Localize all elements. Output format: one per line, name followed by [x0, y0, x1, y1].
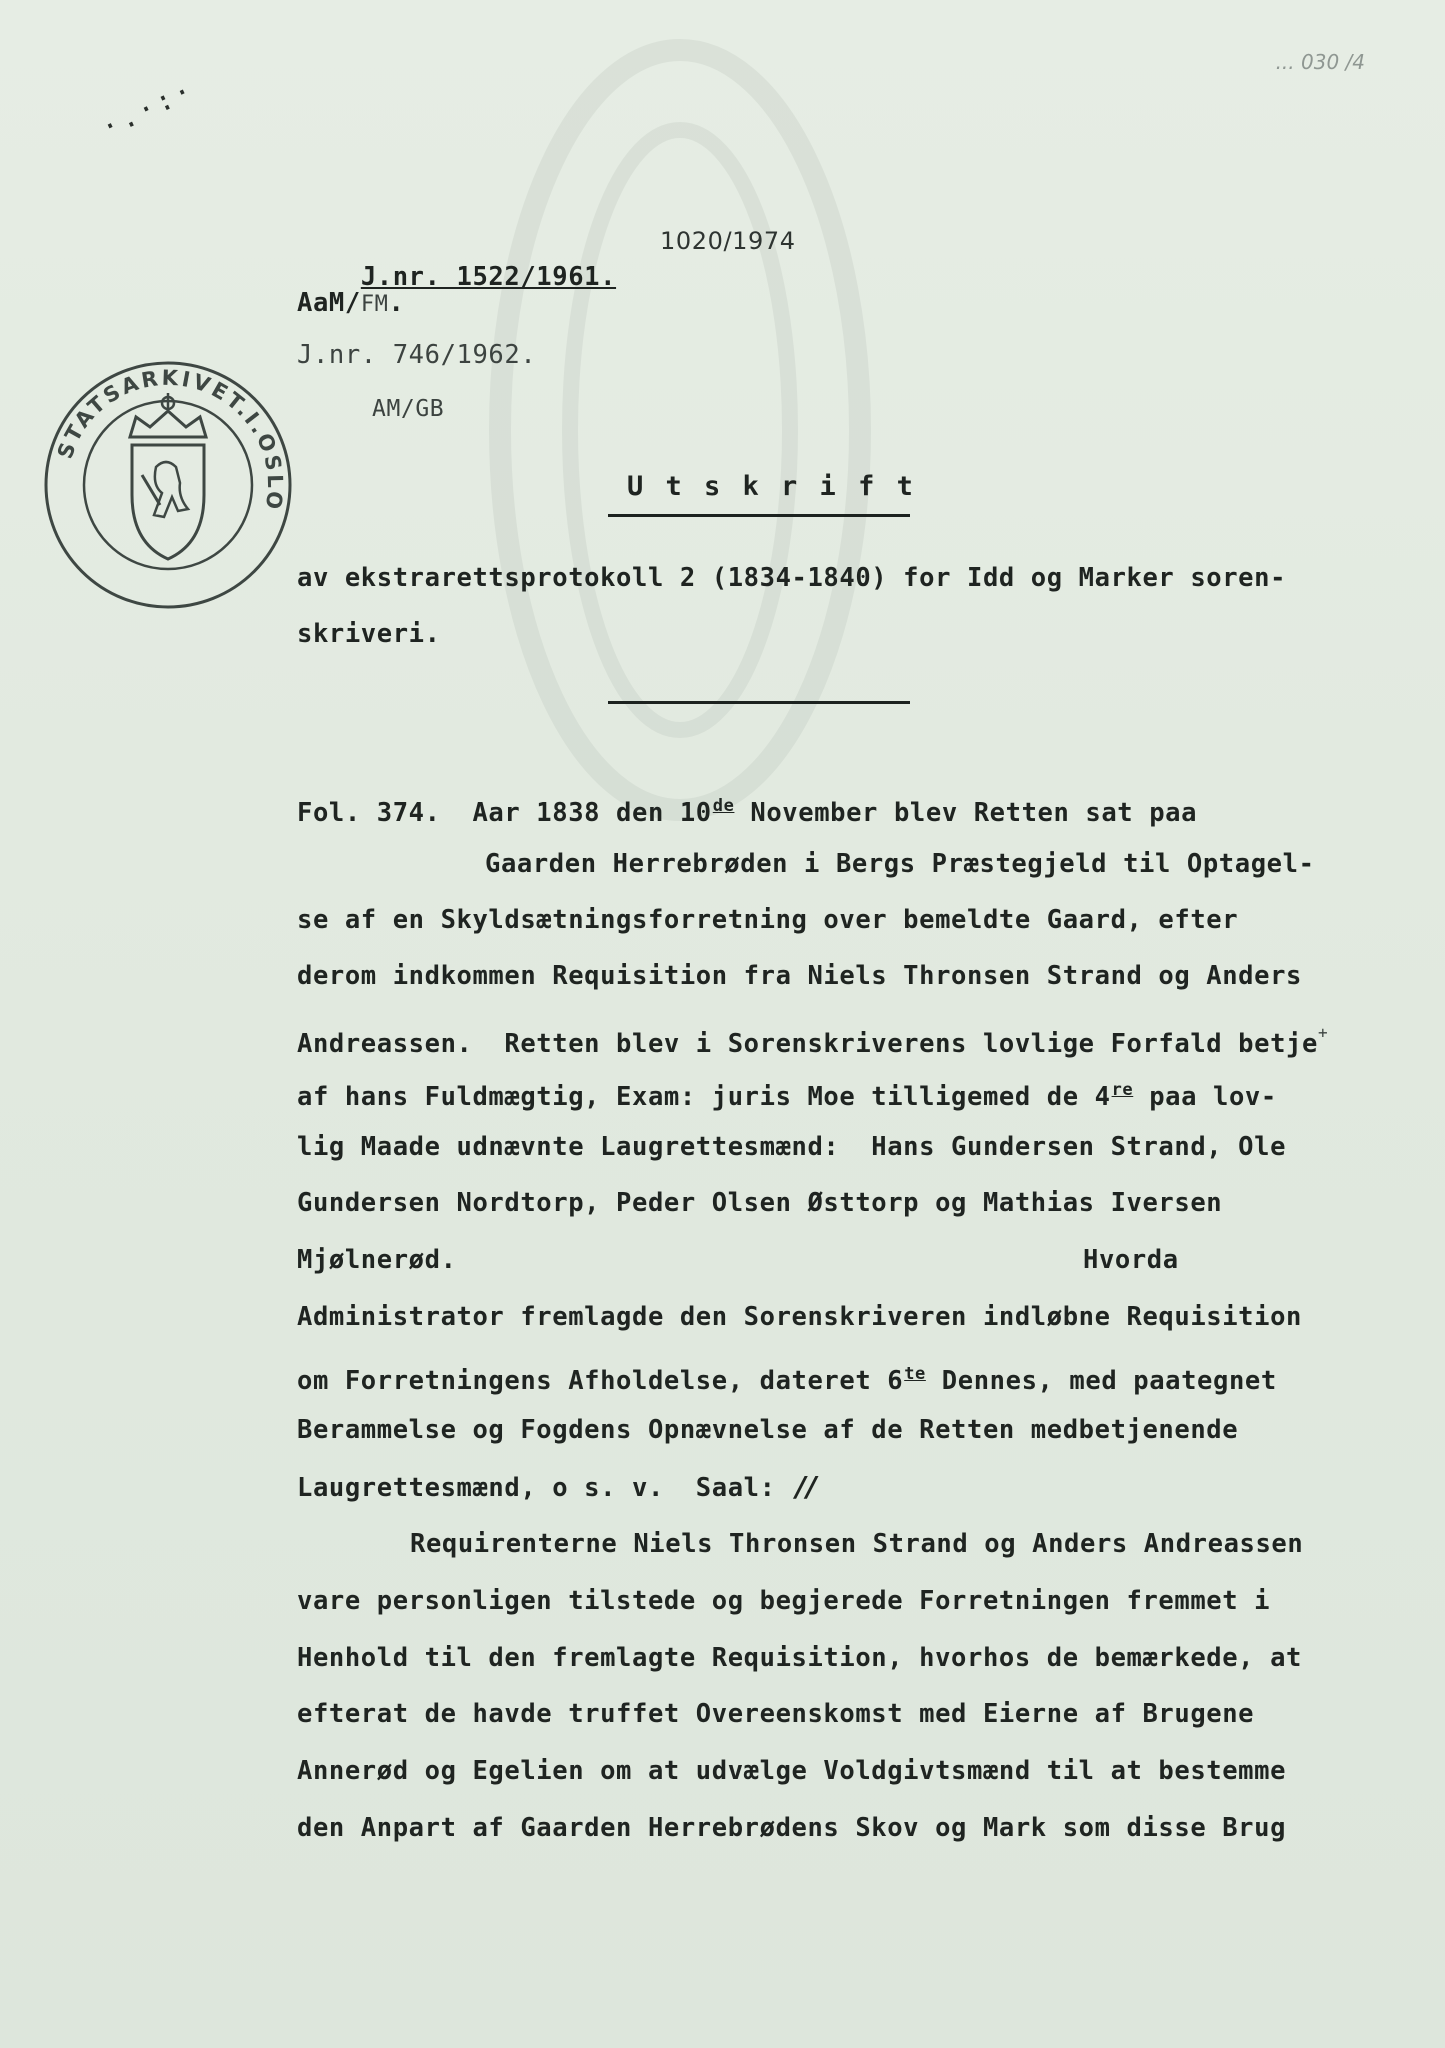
body-line-6: af hans Fuldmægtig, Exam: juris Moe tilligemed de 4re paa lov-	[297, 1080, 1277, 1112]
svg-text:STATSARKIVET.I.OSLO: STATSARKIVET.I.OSLO	[52, 365, 288, 514]
body-line-16: Henhold til den fremlagte Requisition, hvorhos de bemærkede, at	[297, 1643, 1302, 1673]
journal-number-2: J.nr. 746/1962.	[297, 340, 537, 370]
archive-seal-stamp	[38, 355, 298, 615]
body-line-3: se af en Skyldsætningsforretning over bemeldte Gaard, efter	[297, 905, 1239, 935]
body-line-10: Administrator fremlagde den Sorenskriveren indløbne Requisition	[297, 1302, 1302, 1332]
body-line-15: vare personligen tilstede og begjerede Forretningen fremmet i	[297, 1586, 1271, 1616]
initials-2: AM/GB	[372, 396, 445, 422]
subtitle-line-2: skriveri.	[297, 619, 441, 649]
body-line-7: lig Maade udnævnte Laugrettesmænd: Hans Gundersen Strand, Ole	[297, 1132, 1287, 1162]
body-line-18: Annerød og Egelien om at udvælge Voldgivtsmænd til at bestemme	[297, 1756, 1287, 1786]
subtitle-line-1: av ekstrarettsprotokoll 2 (1834-1840) for Idd og Marker soren-	[297, 563, 1287, 593]
body-line-19: den Anpart af Gaarden Herrebrødens Skov og Mark som disse Brug	[297, 1813, 1287, 1843]
handwritten-mark: //	[795, 1470, 818, 1503]
section-divider	[608, 701, 910, 704]
body-line-8: Gundersen Nordtorp, Peder Olsen Østtorp og Mathias Iversen	[297, 1188, 1223, 1218]
body-line-12: Berammelse og Fogdens Opnævnelse af de Retten medbetjenende	[297, 1415, 1239, 1445]
ink-specks: ·.·:·	[95, 72, 200, 145]
body-line-11: om Forretningens Afholdelse, dateret $6^{te}$ Dennes, med paategnet	[297, 1364, 1277, 1396]
document-title: U t s k r i f t	[627, 471, 916, 502]
title-underline	[608, 514, 910, 517]
initials-1: AaM/FM.	[297, 288, 405, 318]
body-line-13: Laugrettesmænd, o s. v. Saal: //	[297, 1470, 818, 1503]
body-line-1: Fol. 374. Aar 1838 den 10de November blev Retten sat paa	[297, 796, 1198, 828]
body-line-5: Andreassen. Retten blev i Sorenskriverens lovlige Forfald betje+	[297, 1023, 1329, 1059]
body-line-17: efterat de havde truffet Overeenskomst med Eierne af Brugene	[297, 1699, 1255, 1729]
faint-watermark	[470, 20, 890, 840]
journal-number-1: J.nr. 1522/1961.	[360, 262, 617, 292]
body-line-14: Requirenterne Niels Thronsen Strand og Anders Andreassen	[410, 1529, 1304, 1559]
body-line-9: Mjølnerød.	[297, 1245, 457, 1275]
body-line-2: Gaarden Herrebrøden i Bergs Præstegjeld til Optagel-	[485, 849, 1315, 879]
body-line-9-end: Hvorda	[1083, 1245, 1179, 1275]
corner-pencil-note: ... 030 /4	[1275, 50, 1365, 74]
body-line-4: derom indkommen Requisition fra Niels Thronsen Strand og Anders	[297, 961, 1302, 991]
journal-number-added: 1020/1974	[660, 227, 796, 255]
